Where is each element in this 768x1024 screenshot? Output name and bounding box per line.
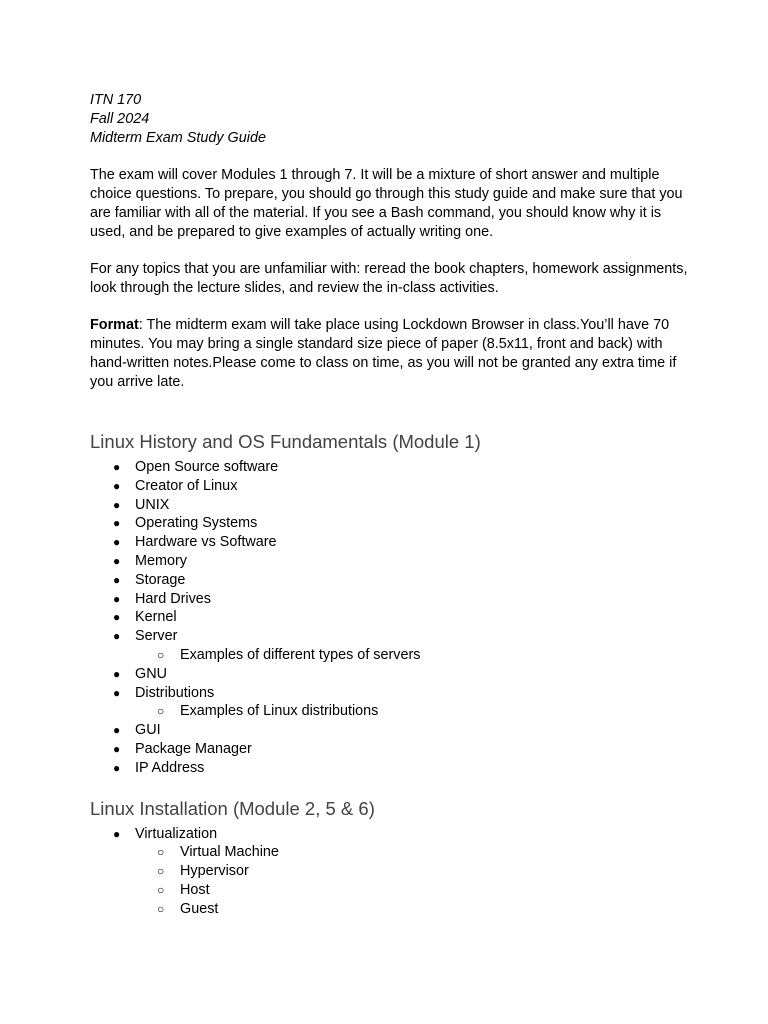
- sub-list: [135, 646, 690, 665]
- bullet-icon: ●: [113, 741, 121, 756]
- hollow-bullet-icon: ○: [157, 704, 165, 719]
- list-item-label: Storage: [135, 571, 186, 588]
- bullet-icon: ●: [113, 826, 121, 841]
- list-item: [90, 759, 690, 778]
- list-item-label: GUI: [135, 722, 161, 739]
- list-item-label: Virtualization: [135, 825, 218, 842]
- bullet-icon: ●: [113, 610, 121, 625]
- sub-list-item: [135, 900, 690, 919]
- list-item-label: Open Source software: [135, 459, 279, 475]
- format-text: : The midterm exam will take place using Lockdown Browser in class.You’ll have 70 minutes. You may bring a single standard size piece of paper (8.5x11, front and back) with hand-written notes.Please come to class on time, as you will not be granted any extra time if you arrive late.: [90, 317, 677, 390]
- term: Fall 2024: [90, 111, 150, 127]
- bullet-icon: ●: [113, 497, 121, 512]
- list-item: [90, 608, 690, 627]
- list-item-label: Server: [135, 628, 178, 645]
- document-title: Midterm Exam Study Guide: [90, 130, 266, 146]
- list-item: [90, 825, 690, 919]
- list-item: [90, 684, 690, 722]
- list-item-label: Creator of Linux: [135, 477, 238, 494]
- study-advice-paragraph: For any topics that you are unfamiliar with: reread the book chapters, homework assignments, look through the lecture slides, and review the in-class activities.: [90, 261, 688, 296]
- list-item: [90, 590, 690, 609]
- sub-list-item: [135, 646, 690, 665]
- bullet-icon: ●: [113, 723, 121, 738]
- hollow-bullet-icon: ○: [157, 864, 165, 879]
- sub-list-item: [135, 843, 690, 862]
- list-item-label: Hardware vs Software: [135, 534, 277, 551]
- format-label: Format: [90, 317, 139, 333]
- list-item-label: Host: [180, 881, 210, 898]
- sub-list: [135, 702, 690, 721]
- bullet-icon: ●: [113, 460, 121, 474]
- bullet-icon: ●: [113, 516, 121, 531]
- bullet-icon: ●: [113, 572, 121, 587]
- list-item-label: IP Address: [135, 759, 205, 776]
- module-2-topic-list: [90, 825, 690, 919]
- bullet-icon: ●: [113, 629, 121, 644]
- list-item-label: Hard Drives: [135, 590, 211, 607]
- list-item-label: Memory: [135, 552, 187, 569]
- list-item: [90, 665, 690, 684]
- list-item: [90, 571, 690, 590]
- sub-list-item: [135, 702, 690, 721]
- list-item-label: GNU: [135, 665, 167, 682]
- bullet-icon: ●: [113, 666, 121, 681]
- document-header: [90, 91, 690, 148]
- course-code: ITN 170: [90, 92, 142, 108]
- list-item: [90, 458, 690, 477]
- sub-list-item: [135, 881, 690, 900]
- list-item-label: Kernel: [135, 609, 177, 626]
- list-item: [90, 477, 690, 496]
- sub-list-item: [135, 862, 690, 881]
- bullet-icon: ●: [113, 760, 121, 775]
- format-paragraph: [90, 316, 690, 392]
- list-item: [90, 627, 690, 665]
- list-item: [90, 740, 690, 759]
- list-item-label: Examples of Linux distributions: [180, 703, 379, 720]
- bullet-icon: ●: [113, 535, 121, 550]
- list-item-label: Package Manager: [135, 740, 252, 757]
- section-heading-module-2-5-6: Linux Installation (Module 2, 5 & 6): [90, 797, 375, 819]
- hollow-bullet-icon: ○: [157, 882, 165, 897]
- list-item: [90, 514, 690, 533]
- section-heading-module-1: Linux History and OS Fundamentals (Module 1): [90, 431, 481, 452]
- module-1-topic-list: [90, 458, 690, 778]
- list-item: [90, 552, 690, 571]
- intro-paragraph: The exam will cover Modules 1 through 7. It will be a mixture of short answer and multiple choice questions. To prepare, you should go through this study guide and make sure that you are familiar with all of the material. If you see a Bash command, you should know why it is used, and be prepared to give examples of actually writing one.: [90, 167, 683, 240]
- list-item-label: Operating Systems: [135, 515, 258, 532]
- hollow-bullet-icon: ○: [157, 647, 165, 662]
- list-item-label: Guest: [180, 900, 219, 917]
- list-item-label: Virtual Machine: [180, 844, 279, 861]
- bullet-icon: ●: [113, 478, 121, 493]
- list-item-label: Hypervisor: [180, 863, 249, 880]
- bullet-icon: ●: [113, 685, 121, 700]
- list-item: [90, 721, 690, 740]
- list-item: [90, 533, 690, 552]
- list-item-label: UNIX: [135, 496, 170, 513]
- sub-list: [135, 843, 690, 918]
- bullet-icon: ●: [113, 553, 121, 568]
- list-item: [90, 496, 690, 515]
- hollow-bullet-icon: ○: [157, 901, 165, 916]
- bullet-icon: ●: [113, 591, 121, 606]
- hollow-bullet-icon: ○: [157, 845, 165, 860]
- list-item-label: Examples of different types of servers: [180, 646, 421, 663]
- document-content: [90, 91, 690, 919]
- list-item-label: Distributions: [135, 684, 215, 701]
